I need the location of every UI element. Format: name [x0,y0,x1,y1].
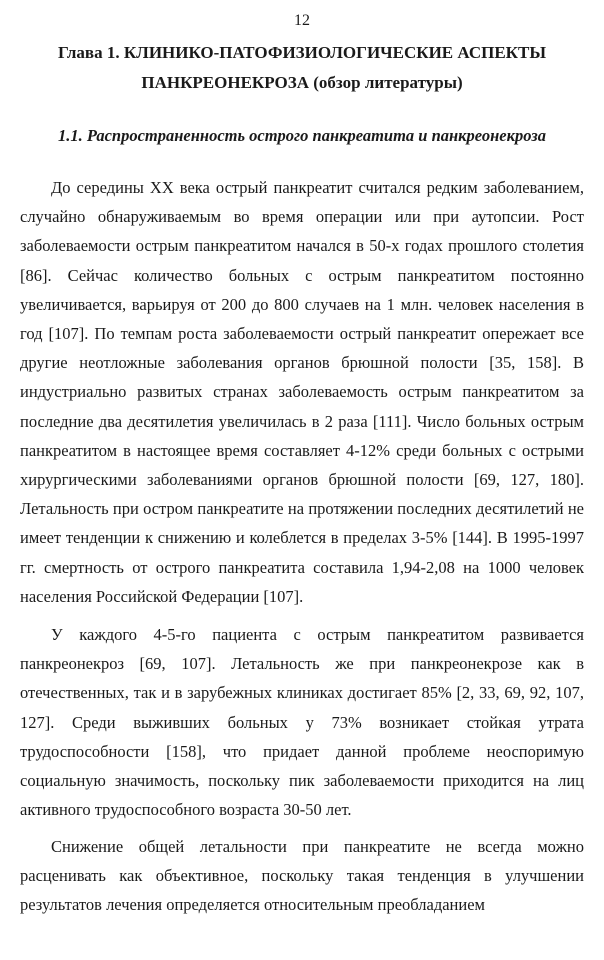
chapter-title-line-1: Глава 1. КЛИНИКО-ПАТОФИЗИОЛОГИЧЕСКИЕ АСПЕКТЫ [57,43,547,62]
section-title: 1.1. Распространенность острого панкреатита и панкреонекроза [58,126,546,145]
chapter-title-line-2: ПАНКРЕОНЕКРОЗА (обзор литературы) [141,73,463,92]
body-paragraph: Снижение общей летальности при панкреатите не всегда можно расценивать как объективное, поскольку такая тенденция в улучшении результатов лечения определяется относительным преобладанием [20,837,584,915]
body-paragraph: До середины XX века острый панкреатит считался редким заболеванием, случайно обнаруживаемым во время операции или при аутопсии. Рост заболеваемости острым панкреатитом начался в 50-х годах прошлого столетия [86]. Сейчас количество больных с острым панкреатитом постоянно увеличивается, варьируя от 200 до 800 случаев на 1 млн. человек населения в год [107]. По темпам роста заболеваемости острый панкреатит опережает все другие неотложные заболевания органов брюшной полости [35, 158]. В индустриально развитых странах заболеваемость острым панкреатитом за последние два десятилетия увеличилась в 2 раза [111]. Число больных острым панкреатитом в настоящее время составляет 4-12% среди больных с острыми хирургическими заболеваниями органов брюшной полости [69, 127, 180]. Летальность при остром панкреатите на протяжении последних десятилетий не имеет тенденции к снижению и колеблется в пределах 3-5% [144]. В 1995-1997 гг. смертность от острого панкреатита составила 1,94-2,08 на 1000 человек населения Российской Федерации [107]. [20,178,584,606]
chapter-title [20,38,584,98]
page-number: 12 [294,12,310,29]
body-paragraph: У каждого 4-5-го пациента с острым панкреатитом развивается панкреонекроз [69, 107]. Летальность же при панкреонекрозе как в отечественных, так и в зарубежных клиниках достигает 85% [2, 33, 69, 92, 107, 127]. Среди выживших больных у 73% возникает стойкая утрата трудоспособности [158], что придает данной проблеме неоспоримую социальную значимость, поскольку пик заболеваемости приходится на лиц активного трудоспособного возраста 30-50 лет. [20,625,584,820]
